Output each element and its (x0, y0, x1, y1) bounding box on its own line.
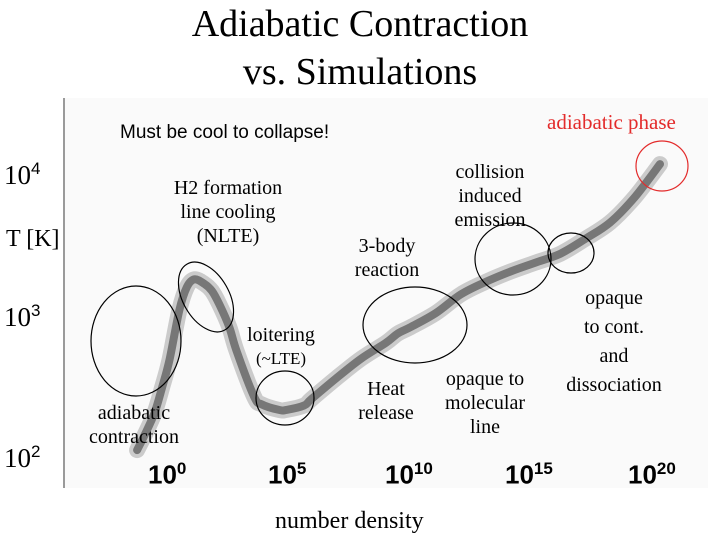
annotation-line: (~LTE) (255, 349, 307, 368)
annotation-line: dissociation (566, 374, 662, 396)
x-tick-exp: 0 (176, 459, 187, 478)
annotation-line: 3-body (358, 235, 416, 257)
annotation-line: opaque to (445, 368, 525, 390)
annotation-3-body (342, 234, 432, 282)
x-axis-label: number density (275, 508, 424, 534)
x-tick-base: 10 (385, 459, 414, 490)
x-tick-exp: 15 (533, 459, 553, 478)
x-tick-1e20 (628, 459, 676, 491)
annotation-line: collision (455, 161, 525, 183)
annotation-line: adiabatic (97, 402, 171, 424)
annotation-line: line cooling (180, 201, 276, 223)
annotation-h2-formation (160, 176, 296, 248)
annotation-line: emission (454, 209, 526, 231)
annotation-must-be-cool: Must be cool to collapse! (120, 122, 330, 143)
annotation-heat-release (344, 377, 428, 425)
annotation-line: opaque (585, 287, 643, 309)
annotation-line: (NLTE) (196, 225, 260, 247)
annotation-loitering (226, 323, 336, 371)
annotation-line: reaction (354, 259, 420, 281)
title-line-1: Adiabatic Contraction (191, 3, 529, 45)
y-tick-base: 10 (4, 302, 31, 332)
y-tick-10000 (4, 159, 40, 191)
annotation-line: line (470, 416, 500, 438)
annotation-line: to cont. (584, 316, 644, 338)
y-tick-exp: 2 (31, 442, 41, 461)
annotation-line: release (358, 402, 414, 424)
x-tick-base: 10 (268, 459, 297, 490)
annotation-collision-induced (440, 160, 540, 232)
annotation-line: and (599, 345, 629, 367)
annotation-adiabatic-phase: adiabatic phase (547, 110, 676, 134)
y-tick-exp: 4 (31, 159, 41, 178)
annotation-line: loitering (247, 324, 315, 346)
x-tick-exp: 20 (656, 459, 676, 478)
x-tick-base: 10 (628, 459, 657, 490)
x-tick-exp: 5 (296, 459, 307, 478)
annotation-opaque-molecular (430, 367, 540, 439)
y-axis-label: T [K] (6, 226, 60, 252)
y-tick-100 (4, 442, 40, 474)
x-tick-base: 10 (505, 459, 534, 490)
annotation-line: molecular (445, 392, 525, 414)
y-tick-1000 (4, 301, 40, 333)
x-tick-1e5 (268, 459, 306, 491)
y-tick-exp: 3 (31, 301, 41, 320)
annotation-line: induced (458, 185, 522, 207)
x-tick-1e0 (148, 459, 186, 491)
y-tick-base: 10 (4, 160, 31, 190)
x-tick-1e15 (505, 459, 553, 491)
x-tick-base: 10 (148, 459, 177, 490)
title-line-2: vs. Simulations (242, 51, 478, 93)
annotation-adiabatic-contraction (72, 401, 196, 449)
x-tick-exp: 10 (413, 459, 433, 478)
annotation-line: Heat (367, 378, 405, 400)
y-tick-base: 10 (4, 443, 31, 473)
annotation-opaque-continuum (552, 284, 676, 400)
x-tick-1e10 (385, 459, 433, 491)
annotation-line: contraction (89, 426, 179, 448)
annotation-line: H2 formation (173, 177, 283, 199)
